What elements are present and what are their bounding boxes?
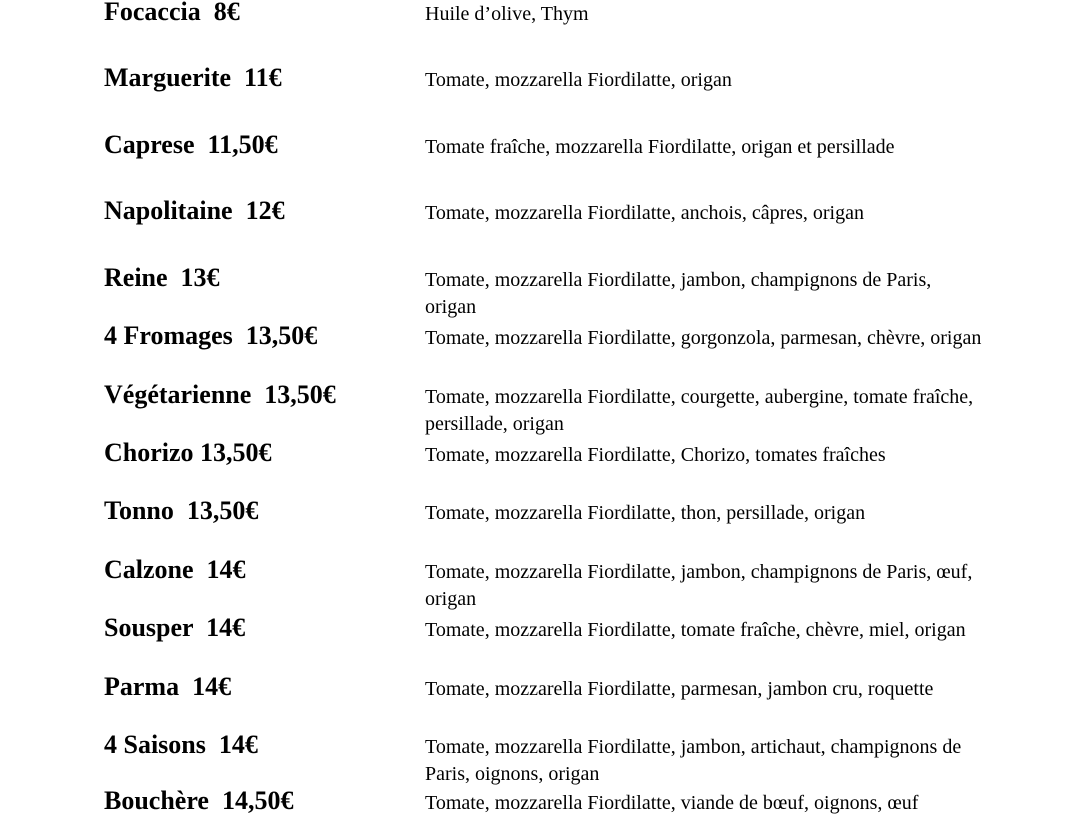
menu-item-description: Tomate, mozzarella Fiordilatte, thon, persillade, origan (425, 502, 866, 524)
menu-item-name: Calzone 14€ (104, 555, 246, 584)
menu-item-description: Tomate, mozzarella Fiordilatte, Chorizo, tomates fraîches (425, 444, 886, 466)
menu-item-description: Tomate, mozzarella Fiordilatte, anchois, câpres, origan (425, 202, 864, 224)
menu-item-name: Sousper 14€ (104, 613, 246, 642)
menu-item-description: Tomate, mozzarella Fiordilatte, courgette, aubergine, tomate fraîche, persillade, origan (425, 386, 974, 435)
menu-item-name: Bouchère 14,50€ (104, 786, 294, 815)
menu-item-name: 4 Fromages 13,50€ (104, 321, 318, 350)
menu-item-name: Marguerite 11€ (104, 63, 282, 92)
menu-item-description: Tomate, mozzarella Fiordilatte, jambon, champignons de Paris, origan (425, 269, 932, 318)
menu-item-description: Tomate, mozzarella Fiordilatte, origan (425, 69, 732, 91)
menu-item-description: Huile d’olive, Thym (425, 3, 589, 25)
menu-item-name: Caprese 11,50€ (104, 130, 278, 159)
menu-item-description: Tomate, mozzarella Fiordilatte, parmesan, jambon cru, roquette (425, 678, 934, 700)
menu-item-name: Chorizo 13,50€ (104, 438, 272, 467)
menu-item-description: Tomate, mozzarella Fiordilatte, gorgonzola, parmesan, chèvre, origan (425, 327, 982, 349)
menu-item-description: Tomate, mozzarella Fiordilatte, jambon, artichaut, champignons de Paris, oignons, origan (425, 736, 962, 785)
menu-item-description: Tomate, mozzarella Fiordilatte, viande de bœuf, oignons, œuf (425, 792, 919, 814)
menu-item-name: Napolitaine 12€ (104, 196, 285, 225)
menu-item-name: Parma 14€ (104, 672, 232, 701)
menu-item-name: 4 Saisons 14€ (104, 730, 258, 759)
menu-item-description: Tomate, mozzarella Fiordilatte, jambon, champignons de Paris, œuf, origan (425, 561, 973, 610)
menu-item-name: Tonno 13,50€ (104, 496, 259, 525)
menu-item-name: Reine 13€ (104, 263, 220, 292)
menu-item-description: Tomate fraîche, mozzarella Fiordilatte, origan et persillade (425, 136, 895, 158)
menu-item-description: Tomate, mozzarella Fiordilatte, tomate fraîche, chèvre, miel, origan (425, 619, 966, 641)
menu-item-name: Végétarienne 13,50€ (104, 380, 336, 409)
menu-item-name: Focaccia 8€ (104, 0, 240, 26)
